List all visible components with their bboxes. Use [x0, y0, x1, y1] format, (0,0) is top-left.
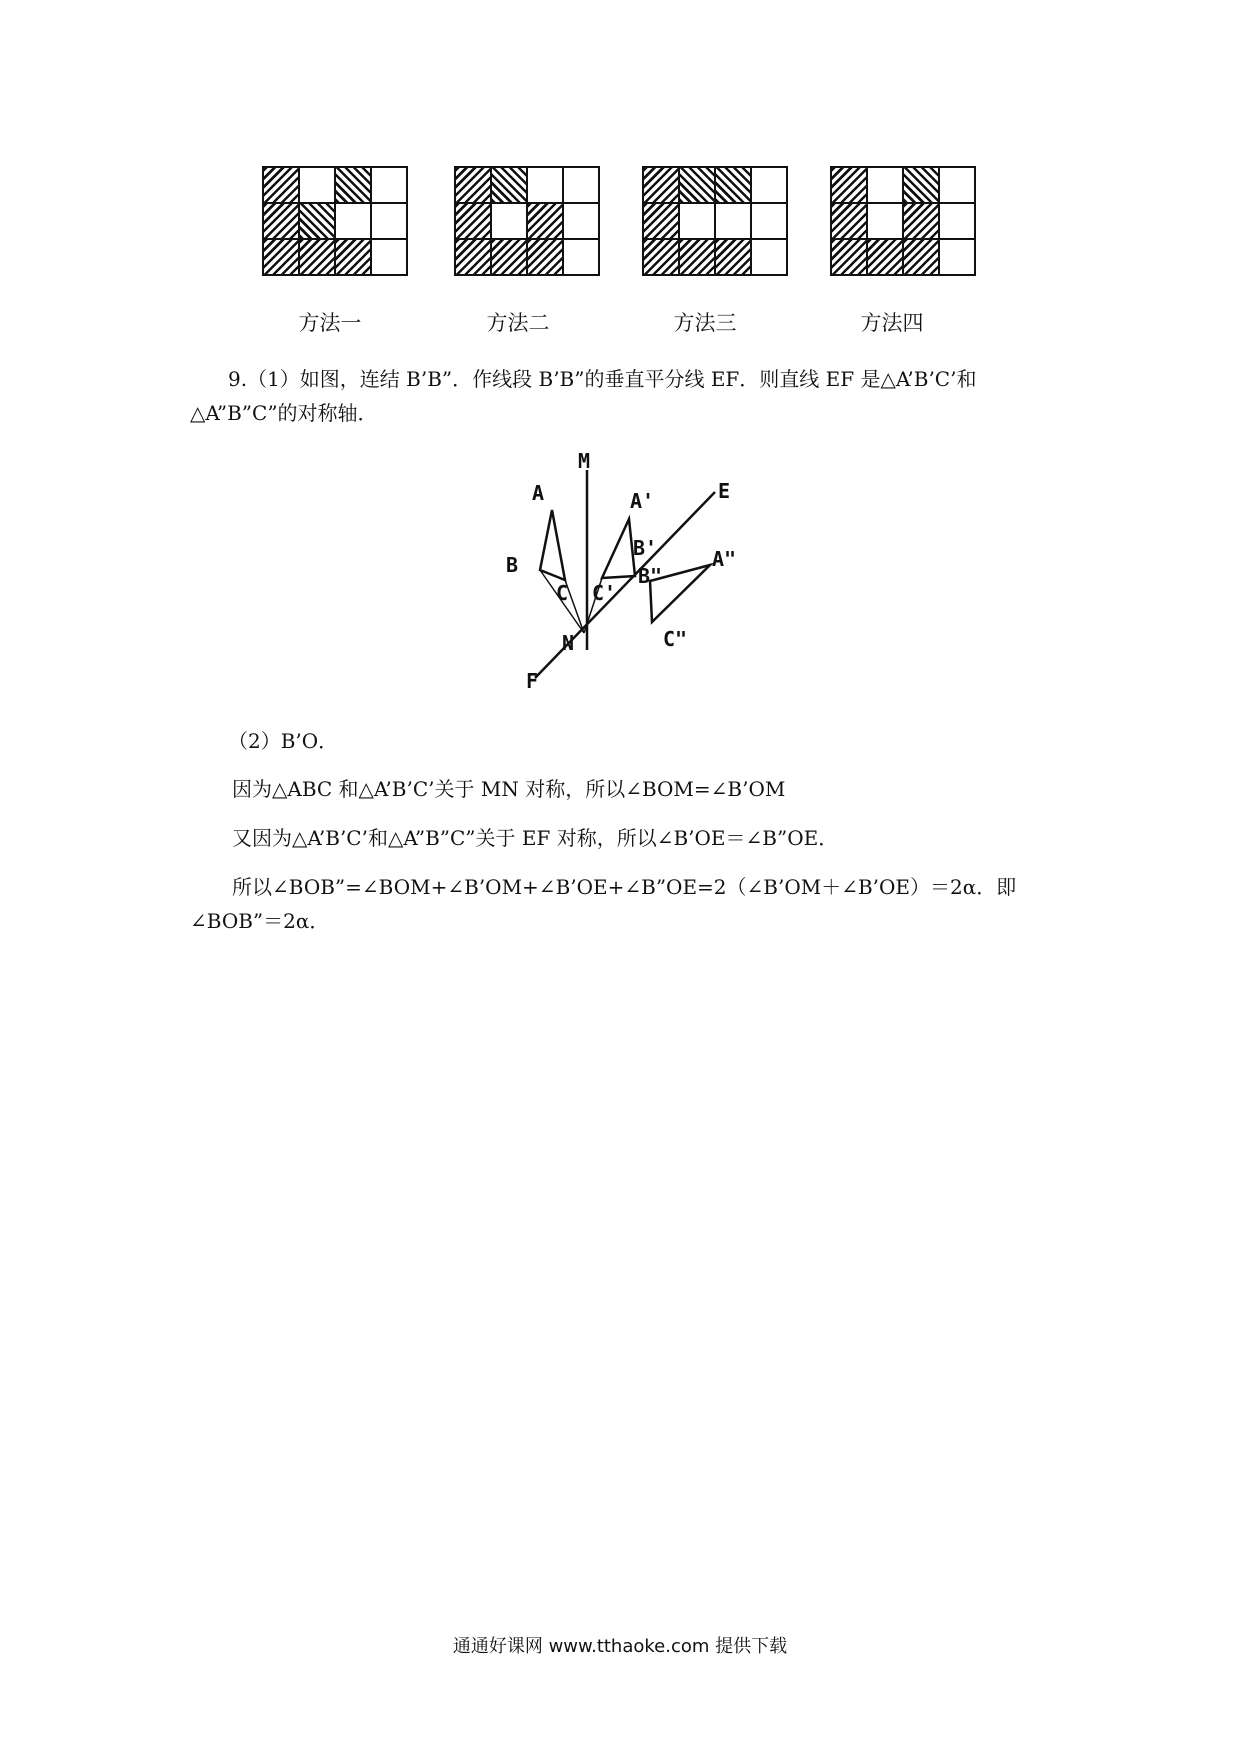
label-c2: C": [663, 627, 688, 651]
reason-line4: ∠BOB”＝2α．: [190, 909, 330, 933]
shaded-cell: [644, 240, 680, 276]
label-m: M: [578, 450, 591, 473]
grid-method-2: [454, 166, 600, 276]
shaded-cell: [904, 204, 940, 240]
q9-line2: △A”B”C”的对称轴．: [190, 401, 378, 425]
method-label-3: 方法三: [673, 311, 737, 335]
shaded-cell: [528, 240, 564, 276]
label-n: N: [562, 631, 575, 655]
empty-cell: [564, 240, 600, 276]
shaded-cell: [492, 168, 528, 204]
shaded-cell: [264, 204, 300, 240]
shaded-cell: [300, 204, 336, 240]
reason-line2: 又因为△A’B’C’和△A”B”C”关于 EF 对称，所以∠B’OE＝∠B”OE．: [232, 826, 839, 850]
empty-cell: [564, 204, 600, 240]
empty-cell: [752, 168, 788, 204]
empty-cell: [868, 168, 904, 204]
empty-cell: [940, 168, 976, 204]
shaded-cell: [264, 240, 300, 276]
shaded-cell: [832, 204, 868, 240]
reason-line3: 所以∠BOB”=∠BOM+∠B’OM+∠B’OE+∠B”OE=2（∠B’OM＋∠B’OE）＝2α．即: [232, 875, 1017, 899]
empty-cell: [564, 168, 600, 204]
grid-method-4: [830, 166, 976, 276]
empty-cell: [868, 204, 904, 240]
grid: [454, 166, 600, 276]
reflection-diagram: [500, 450, 800, 690]
shaded-cell: [716, 168, 752, 204]
shaded-cell: [904, 168, 940, 204]
label-c1: C': [592, 581, 617, 605]
empty-cell: [752, 204, 788, 240]
page-footer: 通通好课网 www.tthaoke.com 提供下载: [452, 1636, 788, 1657]
shaded-cell: [644, 204, 680, 240]
empty-cell: [372, 240, 408, 276]
method-label-1: 方法一: [298, 311, 362, 335]
label-f: F: [526, 669, 539, 690]
shaded-cell: [336, 240, 372, 276]
shaded-cell: [528, 204, 564, 240]
label-b1: B': [633, 536, 658, 560]
shaded-cell: [456, 168, 492, 204]
empty-cell: [528, 168, 564, 204]
triangle-a1b1c1: [602, 519, 635, 578]
shaded-cell: [300, 240, 336, 276]
label-a2: A": [712, 547, 737, 571]
label-e: E: [718, 479, 731, 503]
part2-answer: （2）B’O．: [228, 729, 339, 753]
empty-cell: [372, 168, 408, 204]
label-c: C: [556, 581, 569, 605]
shaded-cell: [868, 240, 904, 276]
shaded-cell: [716, 240, 752, 276]
grid-method-1: [262, 166, 408, 276]
shaded-cell: [264, 168, 300, 204]
reason-line1: 因为△ABC 和△A’B’C’关于 MN 对称，所以∠BOM=∠B’OM: [232, 777, 786, 801]
empty-cell: [680, 204, 716, 240]
empty-cell: [940, 240, 976, 276]
shaded-cell: [832, 240, 868, 276]
label-b2: B": [638, 564, 663, 588]
empty-cell: [716, 204, 752, 240]
empty-cell: [492, 204, 528, 240]
label-b: B: [506, 553, 519, 577]
label-a: A: [532, 481, 545, 505]
shaded-cell: [904, 240, 940, 276]
empty-cell: [372, 204, 408, 240]
empty-cell: [300, 168, 336, 204]
triangle-abc: [540, 510, 565, 580]
shaded-cell: [456, 204, 492, 240]
shaded-cell: [680, 168, 716, 204]
grid-method-3: [642, 166, 788, 276]
grid: [642, 166, 788, 276]
empty-cell: [752, 240, 788, 276]
empty-cell: [336, 204, 372, 240]
shaded-cell: [456, 240, 492, 276]
grid: [262, 166, 408, 276]
shaded-cell: [832, 168, 868, 204]
grid: [830, 166, 976, 276]
method-label-4: 方法四: [860, 311, 924, 335]
method-label-2: 方法二: [486, 311, 550, 335]
label-a1: A': [630, 489, 655, 513]
q9-line1: 9.（1）如图，连结 B’B”．作线段 B’B”的垂直平分线 EF．则直线 EF 是△A’B’C’和: [228, 367, 977, 391]
shaded-cell: [644, 168, 680, 204]
shaded-cell: [492, 240, 528, 276]
shaded-cell: [336, 168, 372, 204]
shaded-cell: [680, 240, 716, 276]
empty-cell: [940, 204, 976, 240]
